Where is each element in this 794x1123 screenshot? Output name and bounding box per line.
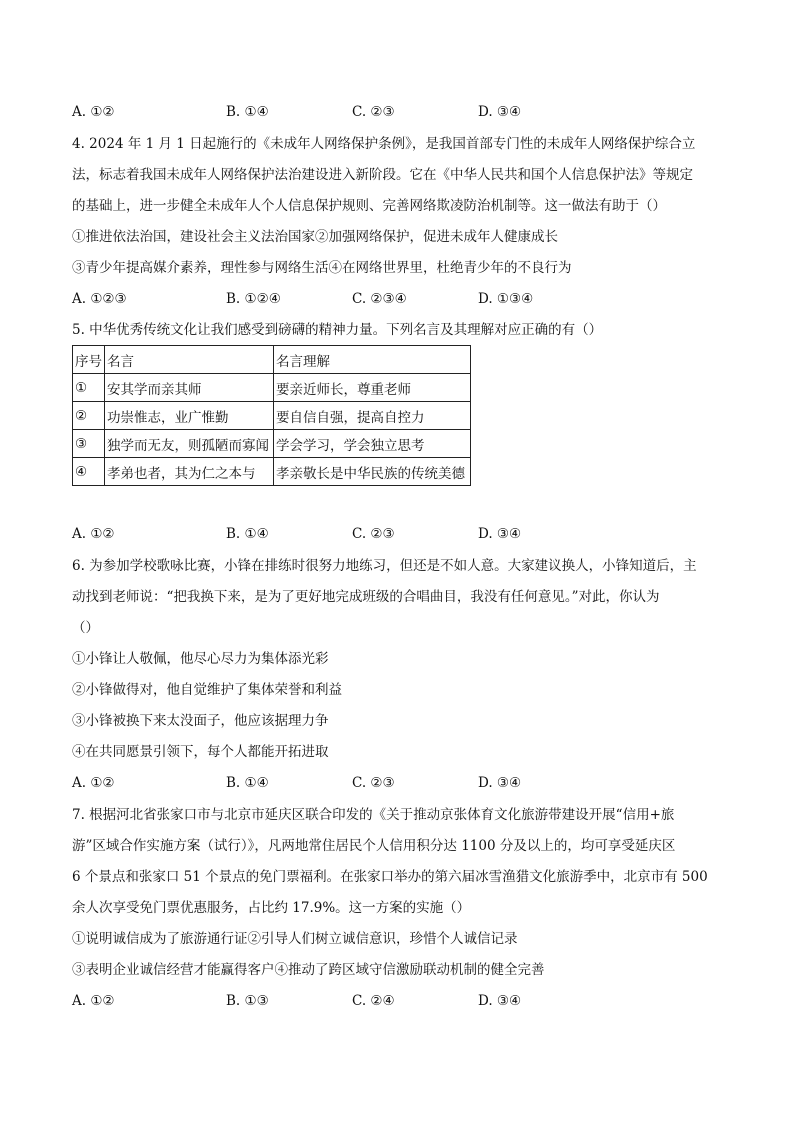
q6-statement-4: ④在共同愿景引领下，每个人都能开拓进取	[72, 744, 329, 760]
q4-option-c[interactable]: C. ②③④	[352, 291, 407, 307]
table-header-cell: 名言理解	[274, 346, 471, 374]
q5-stem: 5. 中华优秀传统文化让我们感受到磅礴的精神力量。下列名言及其理解对应正确的有（）	[72, 322, 603, 338]
q7-option-b[interactable]: B. ①③	[226, 993, 269, 1009]
q7-stem-line-4: 余人次享受免门票优惠服务，占比约 17.9%。这一方案的实施（）	[72, 900, 471, 916]
q5-option-d[interactable]: D. ③④	[478, 526, 522, 542]
q7-option-c[interactable]: C. ②④	[352, 993, 395, 1009]
q6-stem-line-3: （）	[72, 620, 99, 636]
table-cell: ④	[73, 458, 105, 486]
q7-option-a[interactable]: A. ①②	[72, 993, 115, 1009]
q7-options	[72, 991, 722, 1011]
table-row	[73, 458, 471, 486]
q4-statement-line-2: ③青少年提高媒介素养，理性参与网络生活④在网络世界里，杜绝青少年的不良行为	[72, 260, 572, 276]
q7-stem-line-2: 游”区域合作实施方案（试行）》，凡两地常住居民个人信用积分达 1100 分及以上的，均可享受延庆区	[72, 838, 676, 854]
table-cell: 孝弟也者，其为仁之本与	[105, 458, 274, 486]
table-cell: 孝亲敬长是中华民族的传统美德	[274, 458, 471, 486]
table-cell: 安其学而亲其师	[105, 374, 274, 402]
q3-option-a[interactable]: A. ①②	[72, 104, 115, 120]
q6-option-b[interactable]: B. ①④	[226, 775, 269, 791]
q6-statement-3: ③小锋被换下来太没面子，他应该据理力争	[72, 713, 329, 729]
q4-options	[72, 289, 722, 309]
q3-option-b[interactable]: B. ①④	[226, 104, 269, 120]
q5-options	[72, 524, 722, 544]
q6-option-d[interactable]: D. ③④	[478, 775, 522, 791]
q6-statement-2: ②小锋做得对，他自觉维护了集体荣誉和利益	[72, 682, 342, 698]
q5-option-a[interactable]: A. ①②	[72, 526, 115, 542]
q4-stem-line-3: 的基础上，进一步健全未成年人个人信息保护规则、完善网络欺凌防治机制等。这一做法有助于（）	[72, 198, 666, 214]
q7-statement-line-2: ③表明企业诚信经营才能赢得客户④推动了跨区域守信激励联动机制的健全完善	[72, 962, 545, 978]
table-row	[73, 430, 471, 458]
table-cell: ①	[73, 374, 105, 402]
table-row	[73, 374, 471, 402]
table-cell: 学会学习，学会独立思考	[274, 430, 471, 458]
q6-option-a[interactable]: A. ①②	[72, 775, 115, 791]
q4-statement-line-1: ①推进依法治国，建设社会主义法治国家②加强网络保护，促进未成年人健康成长	[72, 229, 558, 245]
q7-stem-line-1: 7. 根据河北省张家口市与北京市延庆区联合印发的《关于推动京张体育文化旅游带建设开展“信用+旅	[72, 807, 675, 823]
q7-option-d[interactable]: D. ③④	[478, 993, 522, 1009]
q6-stem-line-1: 6. 为参加学校歌咏比赛，小锋在排练时很努力地练习，但还是不如人意。大家建议换人，小锋知道后，主	[72, 558, 697, 574]
q6-options	[72, 773, 722, 793]
table-cell: 要亲近师长，尊重老师	[274, 374, 471, 402]
q5-quote-table	[72, 345, 471, 486]
table-cell: 功崇惟志，业广惟勤	[105, 402, 274, 430]
q4-option-b[interactable]: B. ①②④	[226, 291, 281, 307]
q7-stem-line-3: 6 个景点和张家口 51 个景点的免门票福利。在张家口举办的第六届冰雪渔猎文化旅游季中，北京市有 500	[72, 869, 708, 885]
q4-stem-line-2: 法，标志着我国未成年人网络保护法治建设进入新阶段。它在《中华人民共和国个人信息保护法》等规定	[72, 167, 693, 183]
q6-statement-1: ①小锋让人敬佩，他尽心尽力为集体添光彩	[72, 651, 329, 667]
table-cell: ②	[73, 402, 105, 430]
table-header-cell: 名言	[105, 346, 274, 374]
q4-option-d[interactable]: D. ①③④	[478, 291, 534, 307]
table-header-cell: 序号	[73, 346, 105, 374]
table-header-row	[73, 346, 471, 374]
table-row	[73, 402, 471, 430]
q6-option-c[interactable]: C. ②③	[352, 775, 395, 791]
q3-options	[72, 102, 722, 122]
q4-option-a[interactable]: A. ①②③	[72, 291, 127, 307]
q6-stem-line-2: 动找到老师说：“把我换下来，是为了更好地完成班级的合唱曲目，我没有任何意见。”对此，你认为	[72, 589, 660, 605]
q3-option-d[interactable]: D. ③④	[478, 104, 522, 120]
table-cell: ③	[73, 430, 105, 458]
q4-stem-line-1: 4. 2024 年 1 月 1 日起施行的《未成年人网络保护条例》，是我国首部专门性的未成年人网络保护综合立	[72, 136, 696, 152]
q7-statement-line-1: ①说明诚信成为了旅游通行证②引导人们树立诚信意识，珍惜个人诚信记录	[72, 931, 518, 947]
q5-option-b[interactable]: B. ①④	[226, 526, 269, 542]
q3-option-c[interactable]: C. ②③	[352, 104, 395, 120]
q5-option-c[interactable]: C. ②③	[352, 526, 395, 542]
table-cell: 独学而无友，则孤陋而寡闻	[105, 430, 274, 458]
table-cell: 要自信自强，提高自控力	[274, 402, 471, 430]
